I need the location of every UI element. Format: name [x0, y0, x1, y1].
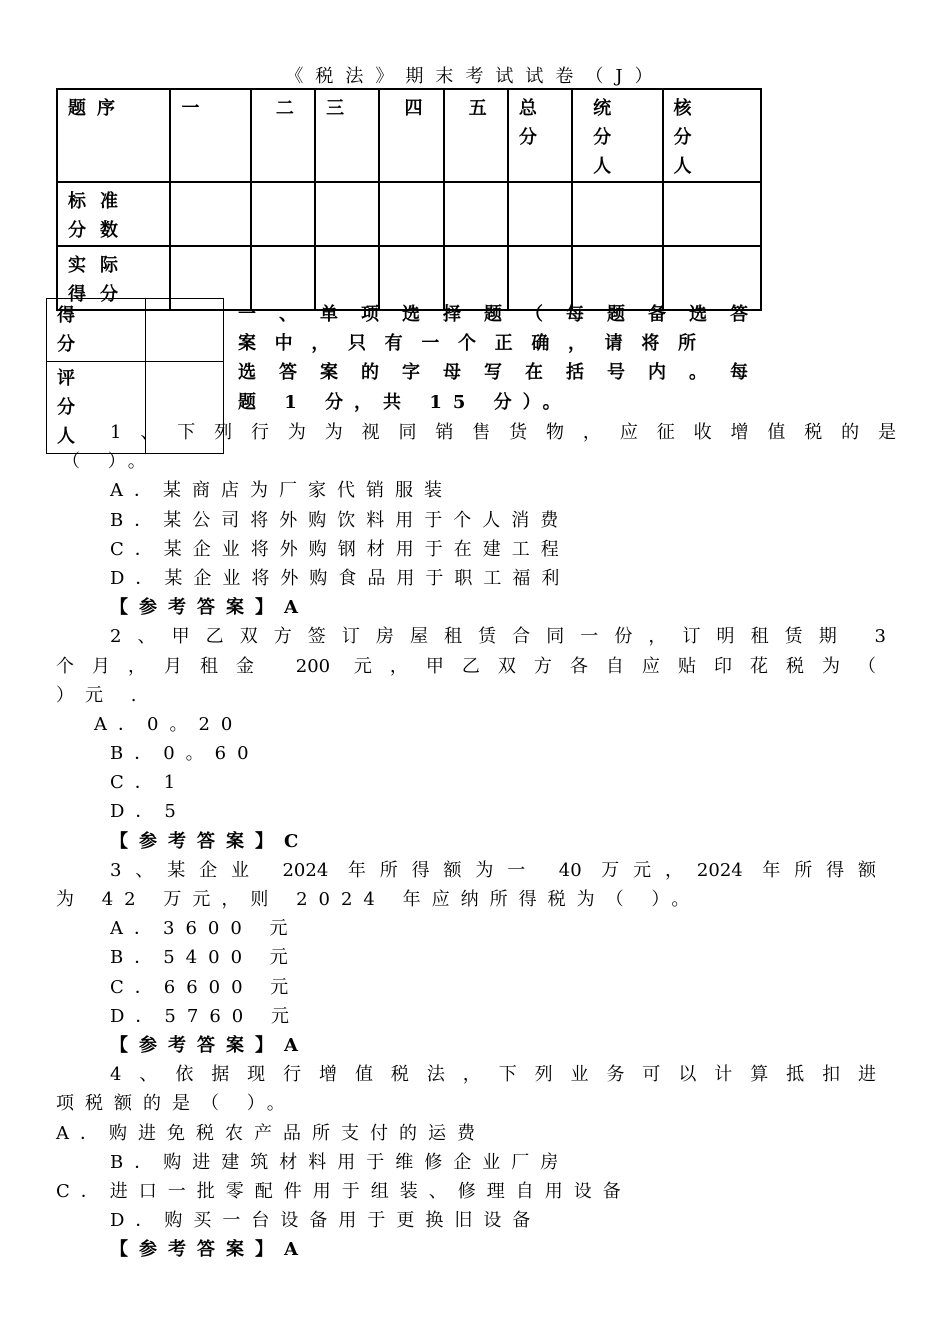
question-1-stem: 1、下列行为为视同销售货物，应征收增值税的是: [110, 422, 896, 443]
grader-score-label: 得分: [47, 299, 146, 362]
section-heading: [238, 300, 748, 417]
question-4-option-a: A．购进免税农产品所支付的运费: [56, 1122, 486, 1144]
section-heading-line: 案中，只有一个正确，请将所: [238, 333, 696, 355]
score-header-total: 总分: [508, 89, 572, 182]
question-4-answer: 【参考答案】A: [110, 1239, 309, 1261]
question-2-option-a: A．0。20: [94, 713, 244, 735]
score-row-standard-label: 标准分数: [57, 182, 170, 246]
question-2-option-b: B．0。60: [110, 743, 260, 765]
question-3-option-c: C．6600 元: [110, 976, 300, 998]
score-header-order: 题序: [57, 89, 170, 182]
question-2-stem: 2、甲乙双方签订房屋租赁合同一份，订明租赁期 3: [110, 626, 886, 648]
score-header-tallier: 统分人: [572, 89, 662, 182]
question-3-stem: 3、某企业 2024 年所得额为一 40 万元，2024 年所得额: [110, 859, 876, 881]
question-1-option-d: D．某企业将外购食品用于职工福利: [110, 567, 571, 589]
question-3-option-a: A．3600 元: [110, 918, 299, 940]
question-1-option-a: A．某商店为厂家代销服装: [110, 480, 453, 502]
score-header-2: 二: [251, 89, 315, 182]
score-header-3: 三: [315, 89, 379, 182]
question-1-option-c: C．某企业将外购钢材用于在建工程: [110, 538, 570, 560]
question-4-option-c: C．进口一批零配件用于组装、修理自用设备: [56, 1180, 632, 1202]
score-table: [56, 88, 762, 311]
score-header-4: 四: [379, 89, 443, 182]
score-cell: [251, 182, 315, 246]
score-cell: [170, 182, 250, 246]
question-1-answer: 【参考答案】A: [110, 597, 309, 619]
question-3-answer: 【参考答案】A: [110, 1034, 309, 1056]
question-4-stem: 4、依据现行增值税法，下列业务可以计算抵扣进: [110, 1064, 876, 1086]
question-1-stem-cont: （ ）。: [62, 451, 157, 473]
question-2-stem-cont2: ）元 .: [56, 684, 148, 706]
score-cell: [444, 182, 508, 246]
section-heading-line: 一、单项选择题（每题备选答: [238, 304, 748, 325]
question-4-option-d: D．购买一台设备用于更换旧设备: [110, 1210, 542, 1232]
score-header-1: 一: [170, 89, 250, 182]
score-row-actual-label: 实际得分: [57, 246, 170, 310]
question-2-stem-cont: 个月，月租金 200 元，甲乙双方各自应贴印花税为（: [56, 655, 876, 677]
section-heading-line: 题 1 分，共 15 分）。: [238, 391, 572, 413]
question-4-option-b: B．购进建筑材料用于维修企业厂房: [110, 1151, 570, 1173]
score-header-checker: 核分人: [663, 89, 762, 182]
score-cell: [572, 182, 662, 246]
score-header-5: 五: [444, 89, 508, 182]
question-2-option-c: C．1: [110, 772, 187, 794]
section-heading-line: 选答案的字母写在括号内。每: [238, 362, 748, 384]
score-cell: [508, 182, 572, 246]
grader-name-label: 评分人: [47, 362, 146, 454]
question-4-stem-cont: 项税额的是（ ）。: [56, 1093, 296, 1115]
question-3-option-b: B．5400 元: [110, 947, 299, 969]
score-cell: [379, 182, 443, 246]
question-2-option-d: D．5: [110, 801, 187, 823]
question-3-option-d: D．5760 元: [110, 1005, 300, 1027]
question-2-answer: 【参考答案】C: [110, 830, 310, 852]
question-3-stem-cont: 为 42 万元，则 2024 年应纳所得税为（ ）。: [56, 889, 701, 910]
score-cell: [663, 182, 762, 246]
grader-score-cell: [146, 299, 224, 362]
score-cell: [315, 182, 379, 246]
question-1-option-b: B．某公司将外购饮料用于个人消费: [110, 509, 570, 531]
exam-title: 《税法》期末考试试卷（J）: [285, 66, 665, 87]
questions-body: [56, 418, 896, 1264]
